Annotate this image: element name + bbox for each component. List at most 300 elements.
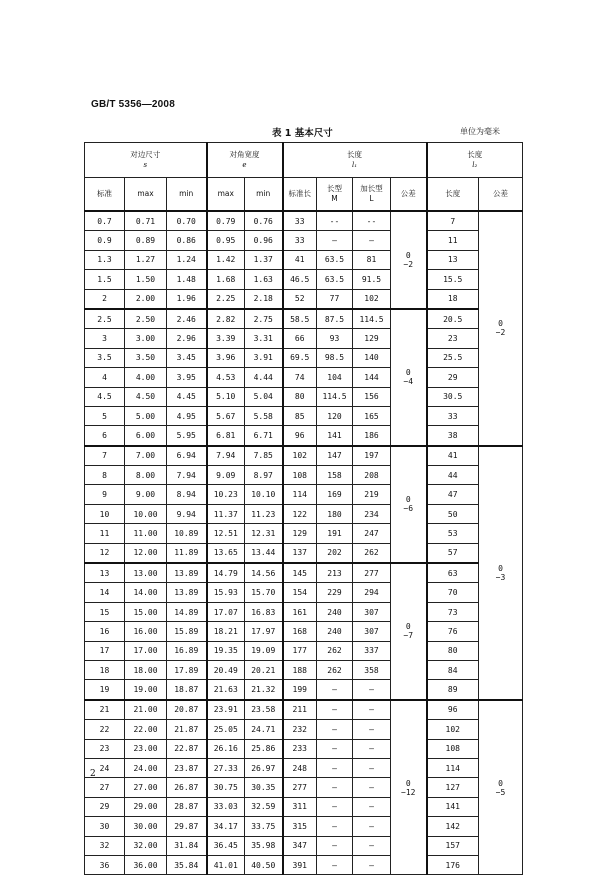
cell-std-length: 69.5 xyxy=(283,348,317,367)
cell-nominal: 36 xyxy=(85,855,125,874)
cell-extra-long-l: — xyxy=(353,758,391,777)
cell-s-min: 8.94 xyxy=(167,485,207,504)
cell-long-m: 262 xyxy=(317,641,353,660)
cell-extra-long-l: 186 xyxy=(353,426,391,446)
cell-e-min: 5.04 xyxy=(245,387,283,406)
table-row xyxy=(85,817,523,836)
l1-group-label: 长度 xyxy=(347,150,362,159)
cell-e-max: 9.09 xyxy=(207,466,245,485)
cell-std-length: 66 xyxy=(283,329,317,348)
cell-extra-long-l: -- xyxy=(353,211,391,231)
cell-long-m: 87.5 xyxy=(317,309,353,329)
s-group-label: 对边尺寸 xyxy=(130,150,161,159)
table-row xyxy=(85,211,523,231)
table-row xyxy=(85,426,523,446)
cell-s-min: 10.89 xyxy=(167,524,207,543)
table-row xyxy=(85,720,523,739)
l2-tolerance-cell xyxy=(479,700,523,875)
cell-extra-long-l: 294 xyxy=(353,583,391,602)
cell-long-m: -- xyxy=(317,211,353,231)
table-row xyxy=(85,466,523,485)
cell-l2-length: 73 xyxy=(427,602,479,621)
cell-std-length: 211 xyxy=(283,700,317,720)
cell-s-max: 16.00 xyxy=(125,622,167,641)
cell-extra-long-l: — xyxy=(353,855,391,874)
cell-std-length: 85 xyxy=(283,406,317,425)
table-row xyxy=(85,504,523,523)
cell-nominal: 2 xyxy=(85,289,125,309)
cell-s-min: 13.89 xyxy=(167,563,207,583)
cell-s-max: 24.00 xyxy=(125,758,167,777)
cell-s-min: 35.84 xyxy=(167,855,207,874)
table-row xyxy=(85,602,523,621)
cell-std-length: 52 xyxy=(283,289,317,309)
cell-s-min: 20.87 xyxy=(167,700,207,720)
cell-l2-length: 47 xyxy=(427,485,479,504)
cell-nominal: 12 xyxy=(85,543,125,563)
tolerance-lower: −3 xyxy=(495,572,506,582)
cell-e-min: 2.75 xyxy=(245,309,283,329)
cell-std-length: 311 xyxy=(283,797,317,816)
cell-extra-long-l: — xyxy=(353,680,391,700)
cell-std-length: 177 xyxy=(283,641,317,660)
col-long-m-label: 长型 M xyxy=(327,184,342,203)
cell-std-length: 58.5 xyxy=(283,309,317,329)
table-row xyxy=(85,250,523,269)
cell-e-max: 30.75 xyxy=(207,778,245,797)
cell-extra-long-l: — xyxy=(353,720,391,739)
page-number: 2 xyxy=(90,769,96,779)
cell-std-length: 161 xyxy=(283,602,317,621)
cell-s-min: 16.89 xyxy=(167,641,207,660)
cell-e-max: 26.16 xyxy=(207,739,245,758)
cell-std-length: 41 xyxy=(283,250,317,269)
cell-long-m: 169 xyxy=(317,485,353,504)
l1-group-header xyxy=(283,143,427,178)
l2-tolerance-cell xyxy=(479,446,523,700)
l2-group-label: 长度 xyxy=(467,150,483,159)
cell-long-m: — xyxy=(317,797,353,816)
cell-long-m: — xyxy=(317,855,353,874)
tolerance-upper: 0 xyxy=(405,495,411,505)
l1-tolerance-cell xyxy=(391,211,427,309)
cell-nominal: 16 xyxy=(85,622,125,641)
cell-l2-length: 38 xyxy=(427,426,479,446)
col-extra-long-l xyxy=(353,178,391,212)
l1-tolerance-cell xyxy=(391,309,427,446)
cell-nominal: 29 xyxy=(85,797,125,816)
tolerance-lower: −4 xyxy=(403,377,414,387)
cell-e-min: 10.10 xyxy=(245,485,283,504)
cell-std-length: 145 xyxy=(283,563,317,583)
cell-s-max: 17.00 xyxy=(125,641,167,660)
cell-e-min: 16.83 xyxy=(245,602,283,621)
cell-l2-length: 63 xyxy=(427,563,479,583)
cell-std-length: 33 xyxy=(283,231,317,250)
cell-e-min: 7.85 xyxy=(245,446,283,466)
cell-l2-length: 102 xyxy=(427,720,479,739)
tolerance-lower: −2 xyxy=(403,259,414,269)
cell-std-length: 80 xyxy=(283,387,317,406)
col-l1-tolerance: 公差 xyxy=(391,178,427,212)
cell-std-length: 154 xyxy=(283,583,317,602)
table-row xyxy=(85,660,523,679)
tolerance-lower: −5 xyxy=(495,787,506,797)
cell-long-m: 202 xyxy=(317,543,353,563)
cell-s-max: 21.00 xyxy=(125,700,167,720)
col-e-max: max xyxy=(207,178,245,212)
cell-long-m: 77 xyxy=(317,289,353,309)
cell-e-min: 23.58 xyxy=(245,700,283,720)
cell-nominal: 23 xyxy=(85,739,125,758)
cell-e-max: 20.49 xyxy=(207,660,245,679)
tolerance-upper: 0 xyxy=(405,778,411,788)
cell-std-length: 391 xyxy=(283,855,317,874)
cell-e-max: 13.65 xyxy=(207,543,245,563)
cell-l2-length: 57 xyxy=(427,543,479,563)
s-group-header xyxy=(85,143,207,178)
cell-s-max: 36.00 xyxy=(125,855,167,874)
cell-nominal: 8 xyxy=(85,466,125,485)
cell-extra-long-l: 91.5 xyxy=(353,270,391,289)
cell-long-m: — xyxy=(317,231,353,250)
cell-std-length: 248 xyxy=(283,758,317,777)
cell-e-min: 40.50 xyxy=(245,855,283,874)
cell-s-min: 14.89 xyxy=(167,602,207,621)
cell-l2-length: 108 xyxy=(427,739,479,758)
cell-s-min: 3.45 xyxy=(167,348,207,367)
cell-s-min: 13.89 xyxy=(167,583,207,602)
cell-long-m: 114.5 xyxy=(317,387,353,406)
cell-extra-long-l: 165 xyxy=(353,406,391,425)
cell-extra-long-l: 247 xyxy=(353,524,391,543)
cell-e-max: 5.10 xyxy=(207,387,245,406)
cell-e-min: 4.44 xyxy=(245,368,283,387)
tolerance-upper: 0 xyxy=(498,778,503,788)
cell-e-max: 15.93 xyxy=(207,583,245,602)
cell-long-m: 240 xyxy=(317,602,353,621)
cell-e-max: 1.68 xyxy=(207,270,245,289)
cell-nominal: 3.5 xyxy=(85,348,125,367)
cell-s-min: 22.87 xyxy=(167,739,207,758)
cell-e-min: 6.71 xyxy=(245,426,283,446)
cell-extra-long-l: 358 xyxy=(353,660,391,679)
cell-extra-long-l: — xyxy=(353,700,391,720)
table-row xyxy=(85,700,523,720)
cell-s-min: 23.87 xyxy=(167,758,207,777)
cell-long-m: 63.5 xyxy=(317,250,353,269)
cell-e-min: 15.70 xyxy=(245,583,283,602)
cell-long-m: 93 xyxy=(317,329,353,348)
cell-std-length: 233 xyxy=(283,739,317,758)
cell-l2-length: 7 xyxy=(427,211,479,231)
cell-extra-long-l: 307 xyxy=(353,622,391,641)
cell-std-length: 33 xyxy=(283,211,317,231)
col-l2-length: 长度 xyxy=(427,178,479,212)
cell-long-m: — xyxy=(317,680,353,700)
tolerance-lower: −6 xyxy=(403,504,414,514)
tolerance-lower: −12 xyxy=(401,787,416,797)
cell-e-max: 19.35 xyxy=(207,641,245,660)
cell-e-max: 3.96 xyxy=(207,348,245,367)
cell-s-min: 0.70 xyxy=(167,211,207,231)
standard-code: GB/T 5356—2008 xyxy=(91,99,175,110)
table-row xyxy=(85,368,523,387)
table-row xyxy=(85,231,523,250)
cell-e-min: 19.09 xyxy=(245,641,283,660)
l1-tolerance-cell xyxy=(391,700,427,875)
cell-s-min: 1.96 xyxy=(167,289,207,309)
cell-std-length: 96 xyxy=(283,426,317,446)
cell-l2-length: 114 xyxy=(427,758,479,777)
cell-s-min: 31.84 xyxy=(167,836,207,855)
cell-std-length: 199 xyxy=(283,680,317,700)
cell-s-min: 5.95 xyxy=(167,426,207,446)
cell-nominal: 1.3 xyxy=(85,250,125,269)
cell-s-min: 29.87 xyxy=(167,817,207,836)
cell-s-max: 12.00 xyxy=(125,543,167,563)
cell-extra-long-l: 234 xyxy=(353,504,391,523)
cell-s-max: 1.50 xyxy=(125,270,167,289)
cell-s-min: 18.87 xyxy=(167,680,207,700)
cell-e-min: 1.37 xyxy=(245,250,283,269)
table-row xyxy=(85,641,523,660)
cell-s-max: 9.00 xyxy=(125,485,167,504)
table-row xyxy=(85,329,523,348)
table-row xyxy=(85,758,523,777)
tolerance-lower: −2 xyxy=(495,328,506,338)
cell-nominal: 27 xyxy=(85,778,125,797)
col-s-max: max xyxy=(125,178,167,212)
table-row xyxy=(85,680,523,700)
cell-std-length: 102 xyxy=(283,446,317,466)
cell-e-min: 13.44 xyxy=(245,543,283,563)
cell-std-length: 129 xyxy=(283,524,317,543)
cell-long-m: 262 xyxy=(317,660,353,679)
cell-s-min: 11.89 xyxy=(167,543,207,563)
cell-e-max: 18.21 xyxy=(207,622,245,641)
table-row xyxy=(85,855,523,874)
cell-long-m: 141 xyxy=(317,426,353,446)
cell-e-min: 5.58 xyxy=(245,406,283,425)
cell-long-m: 213 xyxy=(317,563,353,583)
cell-s-max: 32.00 xyxy=(125,836,167,855)
cell-e-max: 5.67 xyxy=(207,406,245,425)
l2-symbol: l₂ xyxy=(472,161,478,169)
cell-e-min: 35.98 xyxy=(245,836,283,855)
cell-s-max: 0.89 xyxy=(125,231,167,250)
cell-e-min: 20.21 xyxy=(245,660,283,679)
tolerance-upper: 0 xyxy=(498,563,503,573)
cell-l2-length: 11 xyxy=(427,231,479,250)
cell-e-min: 3.91 xyxy=(245,348,283,367)
table-row xyxy=(85,778,523,797)
cell-extra-long-l: 337 xyxy=(353,641,391,660)
cell-l2-length: 127 xyxy=(427,778,479,797)
cell-e-min: 11.23 xyxy=(245,504,283,523)
cell-s-max: 14.00 xyxy=(125,583,167,602)
cell-e-max: 12.51 xyxy=(207,524,245,543)
cell-e-max: 41.01 xyxy=(207,855,245,874)
cell-extra-long-l: 140 xyxy=(353,348,391,367)
cell-std-length: 168 xyxy=(283,622,317,641)
cell-s-min: 15.89 xyxy=(167,622,207,641)
cell-std-length: 315 xyxy=(283,817,317,836)
cell-s-max: 30.00 xyxy=(125,817,167,836)
col-s-min: min xyxy=(167,178,207,212)
cell-s-min: 21.87 xyxy=(167,720,207,739)
table-row xyxy=(85,797,523,816)
cell-s-max: 6.00 xyxy=(125,426,167,446)
e-symbol: e xyxy=(242,161,247,169)
cell-s-min: 2.96 xyxy=(167,329,207,348)
cell-nominal: 0.9 xyxy=(85,231,125,250)
cell-nominal: 14 xyxy=(85,583,125,602)
cell-std-length: 74 xyxy=(283,368,317,387)
cell-long-m: — xyxy=(317,778,353,797)
cell-e-min: 21.32 xyxy=(245,680,283,700)
cell-s-min: 17.89 xyxy=(167,660,207,679)
cell-s-max: 0.71 xyxy=(125,211,167,231)
cell-s-max: 1.27 xyxy=(125,250,167,269)
cell-s-min: 4.95 xyxy=(167,406,207,425)
cell-extra-long-l: 208 xyxy=(353,466,391,485)
cell-l2-length: 30.5 xyxy=(427,387,479,406)
table-row xyxy=(85,406,523,425)
table-row xyxy=(85,289,523,309)
cell-e-min: 1.63 xyxy=(245,270,283,289)
cell-long-m: — xyxy=(317,700,353,720)
table-row xyxy=(85,348,523,367)
cell-s-max: 4.00 xyxy=(125,368,167,387)
cell-nominal: 19 xyxy=(85,680,125,700)
col-e-min: min xyxy=(245,178,283,212)
cell-extra-long-l: 114.5 xyxy=(353,309,391,329)
cell-e-min: 14.56 xyxy=(245,563,283,583)
cell-nominal: 7 xyxy=(85,446,125,466)
tolerance-upper: 0 xyxy=(405,368,411,378)
table-row xyxy=(85,485,523,504)
cell-s-max: 2.00 xyxy=(125,289,167,309)
table-row xyxy=(85,563,523,583)
cell-s-min: 6.94 xyxy=(167,446,207,466)
cell-l2-length: 80 xyxy=(427,641,479,660)
cell-extra-long-l: 262 xyxy=(353,543,391,563)
cell-nominal: 15 xyxy=(85,602,125,621)
cell-long-m: 63.5 xyxy=(317,270,353,289)
cell-l2-length: 157 xyxy=(427,836,479,855)
cell-nominal: 2.5 xyxy=(85,309,125,329)
cell-l2-length: 15.5 xyxy=(427,270,479,289)
cell-std-length: 46.5 xyxy=(283,270,317,289)
cell-e-max: 10.23 xyxy=(207,485,245,504)
l2-group-header xyxy=(427,143,523,178)
cell-nominal: 22 xyxy=(85,720,125,739)
table-row xyxy=(85,270,523,289)
cell-l2-length: 84 xyxy=(427,660,479,679)
cell-extra-long-l: 129 xyxy=(353,329,391,348)
e-group-label: 对角宽度 xyxy=(229,150,260,159)
cell-e-max: 34.17 xyxy=(207,817,245,836)
l1-tolerance-cell xyxy=(391,563,427,700)
cell-s-min: 4.45 xyxy=(167,387,207,406)
cell-extra-long-l: 219 xyxy=(353,485,391,504)
table-row xyxy=(85,739,523,758)
cell-e-min: 0.96 xyxy=(245,231,283,250)
cell-long-m: — xyxy=(317,739,353,758)
cell-e-max: 11.37 xyxy=(207,504,245,523)
cell-l2-length: 89 xyxy=(427,680,479,700)
cell-std-length: 137 xyxy=(283,543,317,563)
cell-nominal: 5 xyxy=(85,406,125,425)
cell-extra-long-l: 144 xyxy=(353,368,391,387)
cell-nominal: 21 xyxy=(85,700,125,720)
cell-l2-length: 23 xyxy=(427,329,479,348)
cell-e-max: 1.42 xyxy=(207,250,245,269)
cell-e-min: 0.76 xyxy=(245,211,283,231)
cell-e-min: 25.86 xyxy=(245,739,283,758)
cell-std-length: 232 xyxy=(283,720,317,739)
cell-std-length: 122 xyxy=(283,504,317,523)
cell-e-max: 2.25 xyxy=(207,289,245,309)
cell-l2-length: 18 xyxy=(427,289,479,309)
cell-e-min: 32.59 xyxy=(245,797,283,816)
cell-e-max: 25.05 xyxy=(207,720,245,739)
cell-long-m: — xyxy=(317,758,353,777)
s-symbol: s xyxy=(143,161,148,169)
cell-e-max: 23.91 xyxy=(207,700,245,720)
cell-s-max: 7.00 xyxy=(125,446,167,466)
cell-nominal: 11 xyxy=(85,524,125,543)
cell-extra-long-l: — xyxy=(353,739,391,758)
cell-e-max: 6.81 xyxy=(207,426,245,446)
cell-e-min: 33.75 xyxy=(245,817,283,836)
cell-long-m: 98.5 xyxy=(317,348,353,367)
table-row xyxy=(85,387,523,406)
cell-long-m: 158 xyxy=(317,466,353,485)
cell-nominal: 17 xyxy=(85,641,125,660)
cell-e-min: 30.35 xyxy=(245,778,283,797)
cell-std-length: 347 xyxy=(283,836,317,855)
cell-s-min: 9.94 xyxy=(167,504,207,523)
cell-l2-length: 76 xyxy=(427,622,479,641)
cell-std-length: 277 xyxy=(283,778,317,797)
cell-s-max: 8.00 xyxy=(125,466,167,485)
l2-tolerance-cell xyxy=(479,211,523,446)
cell-e-max: 0.95 xyxy=(207,231,245,250)
cell-l2-length: 70 xyxy=(427,583,479,602)
cell-e-max: 7.94 xyxy=(207,446,245,466)
cell-l2-length: 142 xyxy=(427,817,479,836)
cell-nominal: 32 xyxy=(85,836,125,855)
table-title: 表 1 基本尺寸 xyxy=(272,128,333,139)
basic-dimensions-table xyxy=(84,142,523,875)
cell-nominal: 4.5 xyxy=(85,387,125,406)
cell-e-max: 17.07 xyxy=(207,602,245,621)
cell-l2-length: 41 xyxy=(427,446,479,466)
cell-extra-long-l: — xyxy=(353,817,391,836)
cell-s-min: 7.94 xyxy=(167,466,207,485)
cell-l2-length: 20.5 xyxy=(427,309,479,329)
table-row xyxy=(85,524,523,543)
cell-long-m: 229 xyxy=(317,583,353,602)
cell-e-max: 36.45 xyxy=(207,836,245,855)
cell-s-max: 29.00 xyxy=(125,797,167,816)
cell-extra-long-l: 81 xyxy=(353,250,391,269)
l1-symbol: l₁ xyxy=(351,161,358,169)
col-nominal: 标准 xyxy=(85,178,125,212)
cell-e-max: 14.79 xyxy=(207,563,245,583)
